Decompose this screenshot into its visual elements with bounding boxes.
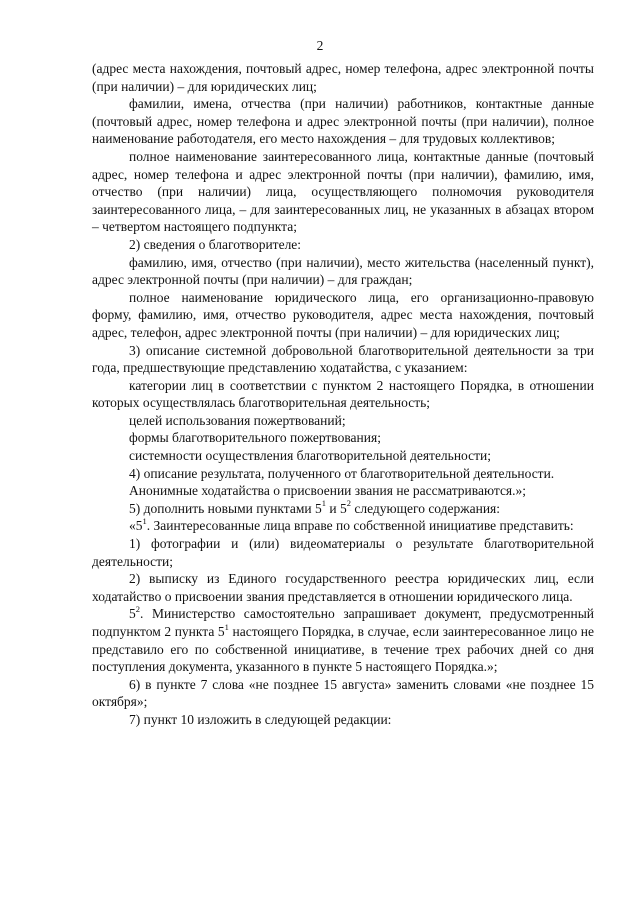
text: «5 — [129, 518, 143, 534]
text: 5) дополнить новыми пунктами 5 — [129, 500, 322, 516]
text: . Министерство самостоятельно запрашивает документ, предусмотренный подпунктом 2 пункта 5 — [92, 606, 594, 639]
paragraph: 7) пункт 10 изложить в следующей редакции: — [129, 711, 392, 727]
paragraph: категории лиц в соответствии с пунктом 2 настоящего Порядка, в отношении которых осуществлялась благотворительная деятельность; — [92, 377, 594, 411]
paragraph: полное наименование юридического лица, его организационно-правовую форму, фамилию, имя, отчество руководителя, адрес места нахождения, почтовый адрес, телефон, адрес электронной почты (при наличии) – для юридических лиц; — [92, 289, 594, 340]
paragraph: 3) описание системной добровольной благотворительной деятельности за три года, предшествующие представлению ходатайства, с указанием: — [92, 342, 594, 376]
paragraph-amendment-5 — [92, 500, 594, 518]
superscript: 2 — [346, 498, 351, 509]
paragraph: полное наименование заинтересованного лица, контактные данные (почтовый адрес, номер телефона и адрес электронной почты (при наличии), фамилию, имя, отчество (при наличии) лица, осуществляющего полномочия руководителя заинтересованного лица, – для заинтересованных лиц, не указанных в абзацах втором – четвертом настоящего подпункта; — [92, 148, 594, 235]
paragraph: 1) фотографии и (или) видеоматериалы о результате благотворительной деятельности; — [92, 536, 594, 569]
page-number: 2 — [316, 38, 324, 53]
paragraph: целей использования пожертвований; — [129, 412, 346, 428]
paragraph: 2) выписку из Единого государственного реестра юридических лиц, если ходатайство о присвоении звания представляется в отношении юридического лица. — [92, 571, 594, 604]
text: и 5 — [326, 500, 347, 516]
superscript: 1 — [142, 515, 147, 526]
superscript: 2 — [135, 603, 140, 614]
text: 5 — [129, 606, 136, 622]
text: настоящего Порядка, в случае, если заинтересованное лицо не представило его по собственной инициативе, в течение трех рабочих дней со дня поступления документа, указанного в пункте 5 настоящего Порядка.»; — [92, 624, 594, 675]
paragraph: (адрес места нахождения, почтовый адрес, номер телефона, адрес электронной почты (при наличии) – для юридических лиц; — [92, 61, 594, 94]
text: . Заинтересованные лица вправе по собственной инициативе представить: — [146, 518, 574, 534]
text: следующего содержания: — [350, 500, 501, 516]
paragraph: 6) в пункте 7 слова «не позднее 15 августа» заменить словами «не позднее 15 октября»; — [92, 676, 594, 710]
paragraph: фамилию, имя, отчество (при наличии), место жительства (населенный пункт), адрес электронной почты (при наличии) – для граждан; — [92, 254, 594, 288]
paragraph-item-5-2 — [92, 605, 594, 675]
superscript: 1 — [224, 621, 229, 632]
paragraph: системности осуществления благотворительной деятельности; — [129, 448, 492, 464]
paragraph: 4) описание результата, полученного от благотворительной деятельности. — [129, 465, 555, 481]
paragraph: Анонимные ходатайства о присвоении звания не рассматриваются.»; — [129, 483, 527, 499]
paragraph: формы благотворительного пожертвования; — [129, 430, 381, 446]
paragraph: фамилии, имена, отчества (при наличии) работников, контактные данные (почтовый адрес, номер телефона и адрес электронной почты (при наличии), полное наименование работодателя, его место нахождения – для трудовых коллективов; — [92, 96, 594, 147]
paragraph: 2) сведения о благотворителе: — [129, 236, 302, 252]
paragraph-item-5-1 — [92, 517, 594, 535]
superscript: 1 — [321, 498, 326, 509]
document-body — [92, 60, 594, 729]
